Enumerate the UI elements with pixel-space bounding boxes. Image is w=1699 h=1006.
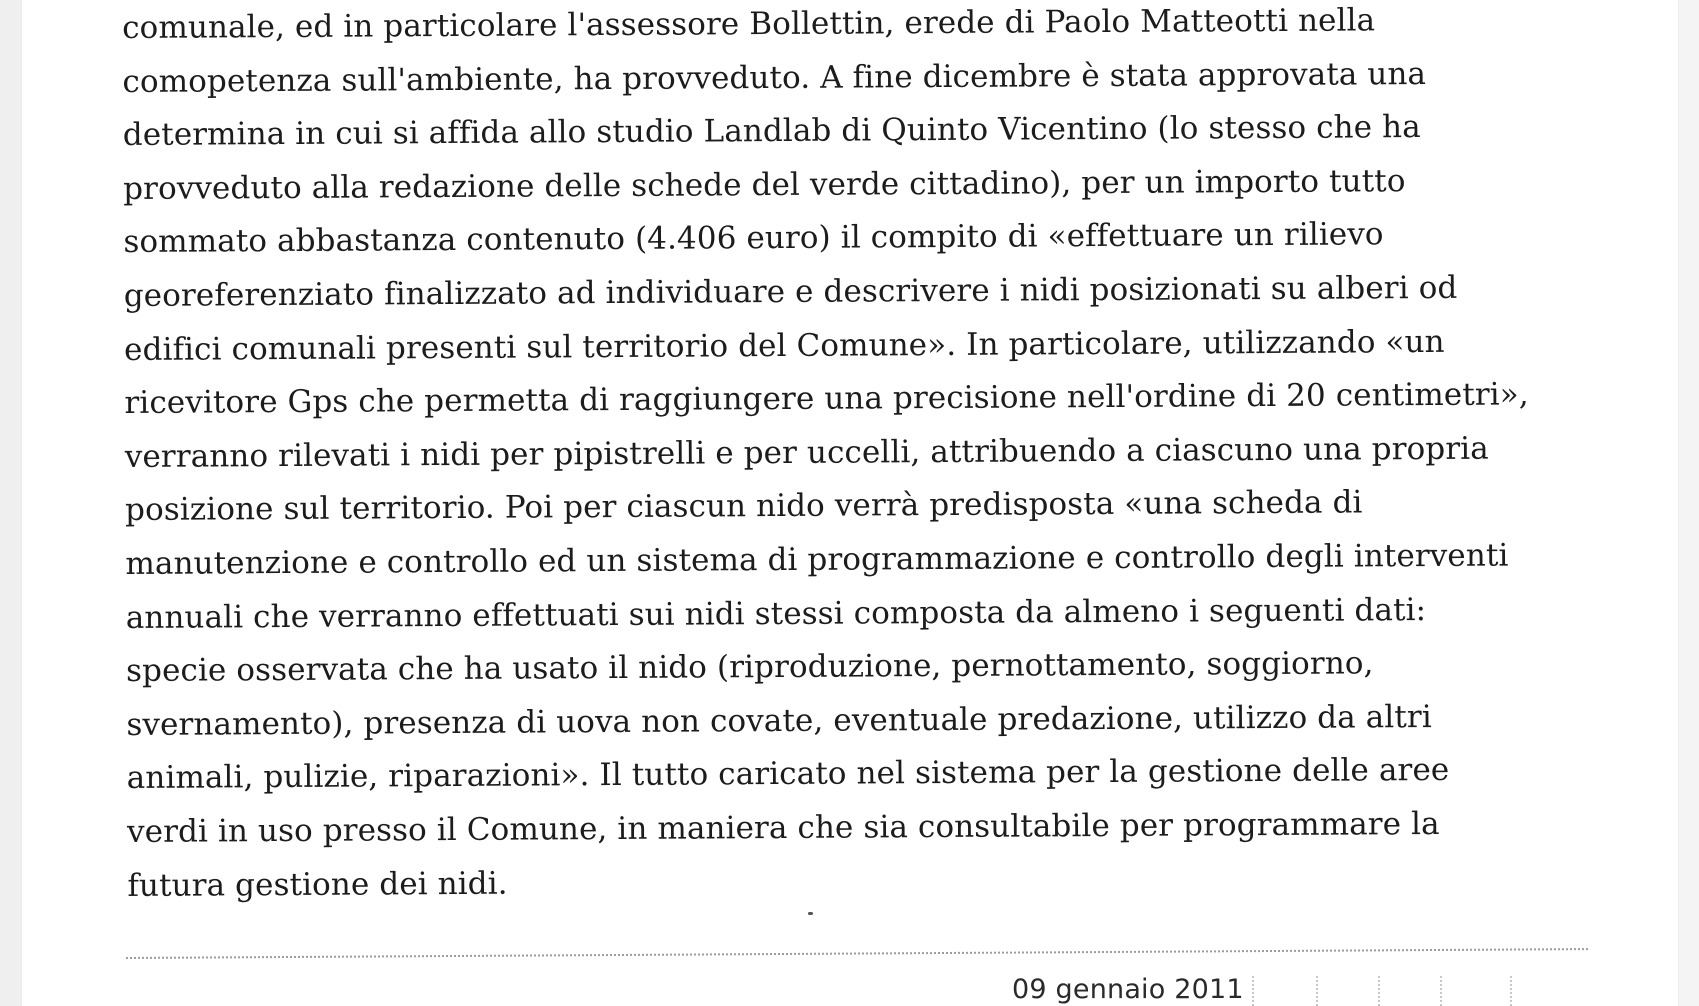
paragraph-line: specie osservata che ha usato il nido (riproduzione, pernottamento, soggiorno,	[125, 645, 1374, 690]
paragraph-line: futura gestione dei nidi.	[127, 865, 508, 904]
footer-column-rule	[1440, 976, 1442, 1006]
paragraph-line: annuali che verranno effettuati sui nidi stessi composta da almeno i seguenti dati:	[125, 591, 1427, 636]
paragraph-line: svernamento), presenza di uova non covate, eventuale predazione, utilizzo da altri	[126, 698, 1432, 743]
paragraph-line: animali, pulizie, riparazioni». Il tutto caricato nel sistema per la gestione delle aree	[126, 752, 1450, 797]
article-paragraph	[122, 0, 1588, 913]
paragraph-line: manutenzione e controllo ed un sistema di programmazione e controllo degli interventi	[125, 537, 1509, 582]
paragraph-line: ricevitore Gps che permetta di raggiungere una precisione nell'ordine di 20 centimetri»,	[124, 376, 1529, 422]
paragraph-line: determina in cui si affida allo studio Landlab di Quinto Vicentino (lo stesso che ha	[122, 109, 1421, 154]
paragraph-line: verdi in uso presso il Comune, in maniera che sia consultabile per programmare la	[126, 805, 1440, 850]
scanned-page	[22, 0, 1678, 1006]
paragraph-line: comopetenza sull'ambiente, ha provveduto. A fine dicembre è stata approvata una	[122, 55, 1427, 100]
footer-date: 09 gennaio 2011	[1012, 974, 1244, 1005]
footer-column-rule	[1252, 976, 1254, 1006]
footer-column-rule	[1316, 976, 1318, 1006]
footer-divider	[126, 948, 1588, 959]
scan-speck	[808, 912, 813, 915]
paragraph-line: sommato abbastanza contenuto (4.406 euro) il compito di «effettuare un rilievo	[123, 216, 1384, 261]
paragraph-line: posizione sul territorio. Poi per ciascun nido verrà predisposta «una scheda di	[124, 484, 1363, 529]
paragraph-line: verranno rilevati i nidi per pipistrelli e per uccelli, attribuendo a ciascuno una propria	[124, 430, 1489, 475]
scan-margin	[0, 0, 22, 1006]
paragraph-line: edifici comunali presenti sul territorio del Comune». In particolare, utilizzando «un	[124, 323, 1445, 368]
footer-column-rule	[1510, 976, 1512, 1006]
footer-column-rule	[1378, 976, 1380, 1006]
paragraph-line: comunale, ed in particolare l'assessore Bollettin, erede di Paolo Matteotti nella	[122, 2, 1376, 46]
paragraph-line: georeferenziato finalizzato ad individuare e descrivere i nidi posizionati su alberi od	[123, 269, 1458, 314]
paragraph-line: provveduto alla redazione delle schede del verde cittadino), per un importo tutto	[123, 162, 1406, 207]
